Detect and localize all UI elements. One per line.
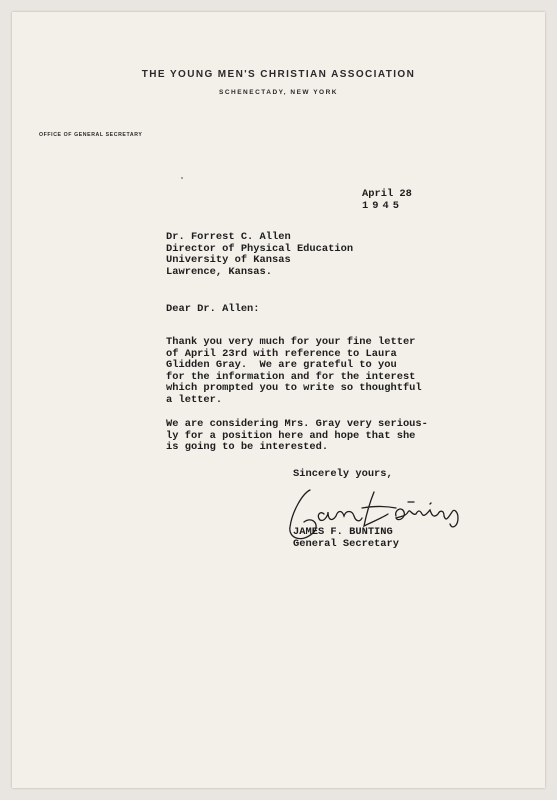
body-paragraph-1 [166, 337, 422, 407]
signer-title: General Secretary [293, 537, 400, 550]
recipient-address [166, 232, 353, 278]
salutation: Dear Dr. Allen: [166, 303, 260, 315]
body-line: which prompted you to write so thoughtful [166, 382, 422, 395]
body-line: is going to be interested. [166, 441, 329, 454]
body-paragraph-2 [166, 419, 428, 454]
letter-date [362, 189, 412, 212]
recipient-line: Lawrence, Kansas. [166, 265, 273, 278]
date-year: 1945 [362, 199, 403, 212]
body-line: Glidden Gray. We are grateful to you [166, 359, 397, 372]
paper-mark [181, 177, 183, 179]
letterhead-city: SCHENECTADY, NEW YORK [218, 89, 339, 96]
date-day: April 28 [362, 188, 412, 200]
closing: Sincerely yours, [293, 468, 393, 480]
letter-page [12, 12, 545, 788]
body-line: ly for a position here and hope that she [166, 429, 416, 442]
recipient-line: Director of Physical Education [166, 242, 354, 255]
body-line: Thank you very much for your fine letter [166, 336, 416, 348]
recipient-line: University of Kansas [166, 254, 291, 267]
recipient-line: Dr. Forrest C. Allen [166, 231, 291, 243]
body-line: We are considering Mrs. Gray very serious- [166, 418, 428, 430]
signer-block [293, 527, 399, 550]
office-label: OFFICE OF GENERAL SECRETARY [39, 132, 143, 138]
letterhead-organization: THE YOUNG MEN'S CHRISTIAN ASSOCIATION [141, 69, 416, 80]
body-line: a letter. [166, 393, 223, 406]
signer-name: JAMES F. BUNTING [293, 526, 393, 538]
body-line: for the information and for the interest [166, 370, 416, 383]
body-line: of April 23rd with reference to Laura [166, 347, 397, 360]
